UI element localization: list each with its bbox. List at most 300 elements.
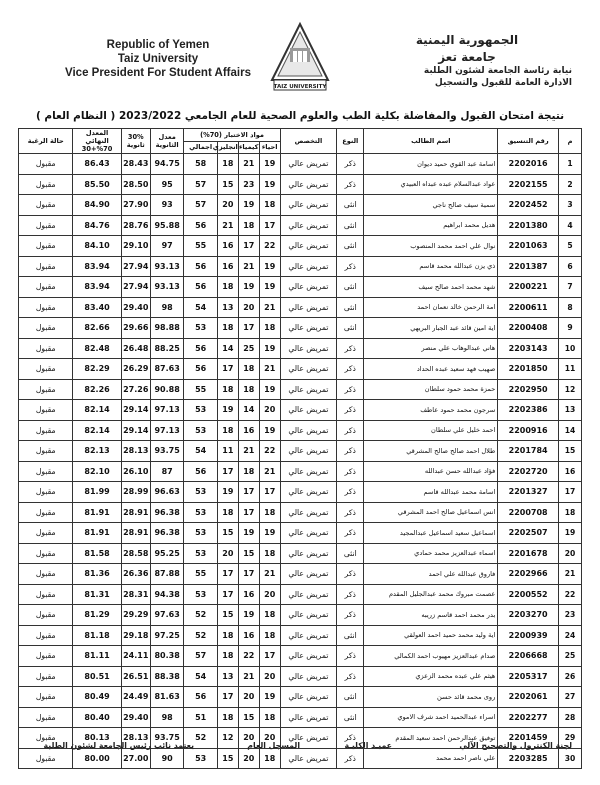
- cell-final: 85.50: [73, 174, 121, 195]
- cell-spec: تمريض عالي: [280, 687, 337, 708]
- cell-name: اسامة محمد عبدالله قاسم: [364, 482, 498, 503]
- cell-hs-avg: 88.38: [150, 666, 183, 687]
- table-row: [19, 482, 582, 503]
- cell-total: 58: [184, 154, 218, 175]
- cell-status: مقبول: [19, 646, 73, 667]
- cell-hs30: 29.14: [121, 420, 150, 441]
- cell-status: مقبول: [19, 625, 73, 646]
- cell-eng: 16: [217, 256, 238, 277]
- cell-hs30: 28.31: [121, 584, 150, 605]
- cell-seat: 2201459: [498, 728, 559, 749]
- cell-name: علي ناصر احمد محمد: [364, 748, 498, 769]
- cell-name: صدام عبدالعزيز مهيوب احمد الكمالي: [364, 646, 498, 667]
- cell-final: 80.49: [73, 687, 121, 708]
- cell-spec: تمريض عالي: [280, 728, 337, 749]
- cell-gender: ذكر: [337, 482, 364, 503]
- cell-hs-avg: 95.25: [150, 543, 183, 564]
- cell-hs-avg: 90.88: [150, 379, 183, 400]
- cell-spec: تمريض عالي: [280, 215, 337, 236]
- cell-chem: 22: [238, 646, 259, 667]
- logo-caption: TAIZ UNIVERSITY: [273, 84, 327, 90]
- cell-hs30: 28.50: [121, 174, 150, 195]
- cell-no: 4: [558, 215, 581, 236]
- cell-gender: ذكر: [337, 646, 364, 667]
- cell-no: 30: [558, 748, 581, 769]
- cell-eng: 19: [217, 400, 238, 421]
- cell-total: 56: [184, 687, 218, 708]
- cell-hs30: 29.10: [121, 236, 150, 257]
- cell-status: مقبول: [19, 523, 73, 544]
- cell-gender: ذكر: [337, 400, 364, 421]
- cell-no: 14: [558, 420, 581, 441]
- cell-bio: 19: [259, 154, 280, 175]
- cell-gender: انثى: [337, 215, 364, 236]
- cell-no: 16: [558, 461, 581, 482]
- cell-seat: 2202966: [498, 564, 559, 585]
- cell-chem: 20: [238, 728, 259, 749]
- cell-total: 52: [184, 605, 218, 626]
- cell-total: 53: [184, 543, 218, 564]
- cell-status: مقبول: [19, 728, 73, 749]
- document-title: نتيجة امتحان القبول والمفاضلة بكلية الطب والعلوم الصحية للعام الجامعي 2023/2022 ( النظام العام ): [35, 110, 565, 122]
- cell-seat: 2201063: [498, 236, 559, 257]
- cell-hs30: 27.94: [121, 256, 150, 277]
- cell-total: 55: [184, 236, 218, 257]
- cell-hs30: 28.43: [121, 154, 150, 175]
- cell-seat: 2201380: [498, 215, 559, 236]
- table-row: [19, 256, 582, 277]
- cell-final: 80.13: [73, 728, 121, 749]
- table-row: [19, 154, 582, 175]
- cell-hs30: 28.13: [121, 728, 150, 749]
- table-row: [19, 666, 582, 687]
- cell-final: 82.26: [73, 379, 121, 400]
- cell-hs30: 28.76: [121, 215, 150, 236]
- cell-status: مقبول: [19, 215, 73, 236]
- signature-dean: عميـد الكليـة: [344, 741, 392, 750]
- cell-bio: 18: [259, 748, 280, 769]
- cell-hs30: 28.58: [121, 543, 150, 564]
- table-row: [19, 236, 582, 257]
- cell-final: 82.48: [73, 338, 121, 359]
- cell-spec: تمريض عالي: [280, 748, 337, 769]
- table-row: [19, 277, 582, 298]
- cell-eng: 18: [217, 625, 238, 646]
- table-row: [19, 748, 582, 769]
- cell-seat: 2202155: [498, 174, 559, 195]
- cell-seat: 2203143: [498, 338, 559, 359]
- cell-bio: 21: [259, 297, 280, 318]
- cell-chem: 19: [238, 605, 259, 626]
- cell-final: 82.14: [73, 420, 121, 441]
- cell-final: 82.66: [73, 318, 121, 339]
- cell-eng: 15: [217, 748, 238, 769]
- cell-eng: 15: [217, 523, 238, 544]
- cell-no: 8: [558, 297, 581, 318]
- cell-no: 22: [558, 584, 581, 605]
- cell-status: مقبول: [19, 502, 73, 523]
- results-table: [18, 128, 582, 769]
- cell-spec: تمريض عالي: [280, 174, 337, 195]
- cell-final: 83.94: [73, 277, 121, 298]
- cell-status: مقبول: [19, 318, 73, 339]
- cell-chem: 14: [238, 400, 259, 421]
- cell-hs30: 29.14: [121, 400, 150, 421]
- cell-bio: 22: [259, 441, 280, 462]
- cell-chem: 16: [238, 584, 259, 605]
- cell-seat: 2200708: [498, 502, 559, 523]
- cell-status: مقبول: [19, 543, 73, 564]
- cell-status: مقبول: [19, 256, 73, 277]
- cell-seat: 2201850: [498, 359, 559, 380]
- cell-bio: 20: [259, 584, 280, 605]
- cell-gender: انثى: [337, 297, 364, 318]
- cell-seat: 2202061: [498, 687, 559, 708]
- cell-chem: 18: [238, 359, 259, 380]
- cell-total: 56: [184, 215, 218, 236]
- cell-seat: 2203285: [498, 748, 559, 769]
- university-name-ar: جامعة تعز: [438, 50, 496, 64]
- cell-eng: 19: [217, 482, 238, 503]
- cell-chem: 20: [238, 297, 259, 318]
- cell-total: 53: [184, 748, 218, 769]
- cell-status: مقبول: [19, 379, 73, 400]
- cell-spec: تمريض عالي: [280, 256, 337, 277]
- cell-hs-avg: 98: [150, 707, 183, 728]
- cell-gender: ذكر: [337, 420, 364, 441]
- cell-gender: ذكر: [337, 728, 364, 749]
- cell-bio: 19: [259, 174, 280, 195]
- cell-hs-avg: 96.63: [150, 482, 183, 503]
- cell-status: مقبول: [19, 420, 73, 441]
- cell-hs-avg: 97.13: [150, 400, 183, 421]
- cell-final: 81.18: [73, 625, 121, 646]
- cell-gender: ذكر: [337, 564, 364, 585]
- cell-total: 56: [184, 277, 218, 298]
- cell-name: اية امين قائد عبد الجبار البريهي: [364, 318, 498, 339]
- cell-eng: 18: [217, 646, 238, 667]
- cell-name: عواد عبدالسلام عبده عبداه العبيدي: [364, 174, 498, 195]
- cell-no: 28: [558, 707, 581, 728]
- cell-hs-avg: 95: [150, 174, 183, 195]
- cell-hs-avg: 94.38: [150, 584, 183, 605]
- cell-bio: 19: [259, 338, 280, 359]
- signature-vice-president: يعتمد نائب رئيس الجامعة لشئون الطلبة: [43, 741, 194, 750]
- cell-chem: 20: [238, 687, 259, 708]
- cell-eng: 16: [217, 236, 238, 257]
- cell-hs-avg: 80.38: [150, 646, 183, 667]
- cell-hs30: 24.11: [121, 646, 150, 667]
- table-row: [19, 420, 582, 441]
- cell-bio: 17: [259, 215, 280, 236]
- cell-no: 7: [558, 277, 581, 298]
- cell-total: 54: [184, 441, 218, 462]
- cell-eng: 14: [217, 338, 238, 359]
- cell-eng: 20: [217, 543, 238, 564]
- cell-final: 82.10: [73, 461, 121, 482]
- cell-eng: 13: [217, 297, 238, 318]
- table-row: [19, 707, 582, 728]
- cell-final: 81.91: [73, 502, 121, 523]
- cell-chem: 17: [238, 502, 259, 523]
- cell-name: احمد خليل علي سلطان: [364, 420, 498, 441]
- cell-name: اسامة عبد القوي حميد ديوان: [364, 154, 498, 175]
- cell-no: 13: [558, 400, 581, 421]
- cell-total: 57: [184, 646, 218, 667]
- cell-status: مقبول: [19, 748, 73, 769]
- cell-gender: انثى: [337, 277, 364, 298]
- cell-bio: 21: [259, 359, 280, 380]
- cell-name: اسماعيل سعيد اسماعيل عبدالمجيد: [364, 523, 498, 544]
- cell-gender: ذكر: [337, 666, 364, 687]
- table-row: [19, 318, 582, 339]
- cell-seat: 2200916: [498, 420, 559, 441]
- cell-seat: 2202386: [498, 400, 559, 421]
- cell-gender: انثى: [337, 195, 364, 216]
- cell-spec: تمريض عالي: [280, 400, 337, 421]
- cell-hs30: 29.66: [121, 318, 150, 339]
- table-row: [19, 523, 582, 544]
- cell-seat: 2206668: [498, 646, 559, 667]
- cell-name: طلال احمد صالح صالح المشرقي: [364, 441, 498, 462]
- cell-name: نوال علي احمد محمد المنصوب: [364, 236, 498, 257]
- cell-final: 82.13: [73, 441, 121, 462]
- cell-total: 53: [184, 523, 218, 544]
- table-row: [19, 543, 582, 564]
- table-row: [19, 625, 582, 646]
- cell-spec: تمريض عالي: [280, 584, 337, 605]
- arabic-letterhead: [362, 32, 572, 89]
- cell-gender: ذكر: [337, 523, 364, 544]
- cell-spec: تمريض عالي: [280, 646, 337, 667]
- cell-hs30: 29.29: [121, 605, 150, 626]
- cell-gender: ذكر: [337, 174, 364, 195]
- cell-final: 83.94: [73, 256, 121, 277]
- cell-status: مقبول: [19, 707, 73, 728]
- table-row: [19, 215, 582, 236]
- cell-hs-avg: 95.88: [150, 215, 183, 236]
- signature-registrar: المسجل العام: [247, 741, 300, 750]
- cell-chem: 19: [238, 277, 259, 298]
- cell-bio: 20: [259, 728, 280, 749]
- table-row: [19, 400, 582, 421]
- cell-gender: ذكر: [337, 441, 364, 462]
- cell-bio: 18: [259, 318, 280, 339]
- cell-seat: 2200408: [498, 318, 559, 339]
- cell-seat: 2200611: [498, 297, 559, 318]
- cell-name: حمزة محمد حمود سلطان: [364, 379, 498, 400]
- cell-hs30: 27.26: [121, 379, 150, 400]
- cell-hs-avg: 98: [150, 297, 183, 318]
- cell-no: 19: [558, 523, 581, 544]
- cell-name: اية وليد محمد حميد احمد العولقي: [364, 625, 498, 646]
- cell-hs30: 26.36: [121, 564, 150, 585]
- cell-status: مقبول: [19, 277, 73, 298]
- cell-final: 84.90: [73, 195, 121, 216]
- cell-eng: 18: [217, 154, 238, 175]
- cell-name: ذي يزن عبدالله محمد قاسم: [364, 256, 498, 277]
- col-header-bio: احياء: [259, 141, 280, 154]
- english-letterhead: [48, 38, 268, 80]
- cell-total: 53: [184, 400, 218, 421]
- cell-chem: 16: [238, 420, 259, 441]
- cell-hs-avg: 93.13: [150, 277, 183, 298]
- cell-final: 84.10: [73, 236, 121, 257]
- cell-spec: تمريض عالي: [280, 359, 337, 380]
- cell-hs-avg: 87: [150, 461, 183, 482]
- cell-name: عصمت مبروك محمد عبدالجليل المقدم: [364, 584, 498, 605]
- cell-final: 81.29: [73, 605, 121, 626]
- cell-name: توفيق عبدالرحمن احمد سعيد المقدم: [364, 728, 498, 749]
- cell-total: 52: [184, 625, 218, 646]
- col-header-exam-group: مواد الاختبار (70%): [184, 129, 280, 142]
- cell-eng: 17: [217, 584, 238, 605]
- cell-total: 56: [184, 461, 218, 482]
- cell-no: 17: [558, 482, 581, 503]
- cell-hs30: 29.18: [121, 625, 150, 646]
- cell-bio: 18: [259, 502, 280, 523]
- cell-status: مقبول: [19, 666, 73, 687]
- cell-chem: 15: [238, 543, 259, 564]
- cell-gender: ذكر: [337, 748, 364, 769]
- cell-final: 82.29: [73, 359, 121, 380]
- cell-gender: ذكر: [337, 359, 364, 380]
- table-row: [19, 379, 582, 400]
- cell-hs-avg: 81.63: [150, 687, 183, 708]
- cell-total: 54: [184, 666, 218, 687]
- department-name-ar: الادارة العامة للقبول والتسجيل: [434, 78, 572, 88]
- cell-name: فؤاد عبدالله حسن عبدالله: [364, 461, 498, 482]
- cell-no: 24: [558, 625, 581, 646]
- cell-spec: تمريض عالي: [280, 564, 337, 585]
- cell-seat: 2201327: [498, 482, 559, 503]
- cell-eng: 17: [217, 564, 238, 585]
- table-row: [19, 687, 582, 708]
- cell-no: 27: [558, 687, 581, 708]
- cell-hs-avg: 93.75: [150, 728, 183, 749]
- cell-name: هديل محمد ابراهيم: [364, 215, 498, 236]
- cell-total: 54: [184, 297, 218, 318]
- cell-total: 56: [184, 359, 218, 380]
- country-name-en: Republic of Yemen: [106, 39, 210, 51]
- cell-name: سرجون محمد حمود عاطف: [364, 400, 498, 421]
- office-name-ar: نيابة رئاسة الجامعة لشئون الطلبة: [423, 66, 572, 76]
- cell-status: مقبول: [19, 154, 73, 175]
- cell-bio: 18: [259, 605, 280, 626]
- cell-no: 1: [558, 154, 581, 175]
- cell-status: مقبول: [19, 441, 73, 462]
- cell-hs-avg: 96.38: [150, 523, 183, 544]
- cell-bio: 22: [259, 236, 280, 257]
- cell-final: 80.51: [73, 666, 121, 687]
- col-header-spec: التخصص: [280, 129, 337, 154]
- cell-no: 5: [558, 236, 581, 257]
- cell-final: 83.40: [73, 297, 121, 318]
- table-row: [19, 461, 582, 482]
- cell-name: امة الرحمن خالد نعمان احمد: [364, 297, 498, 318]
- cell-eng: 18: [217, 502, 238, 523]
- cell-seat: 2202016: [498, 154, 559, 175]
- cell-final: 81.11: [73, 646, 121, 667]
- cell-chem: 17: [238, 236, 259, 257]
- cell-chem: 15: [238, 707, 259, 728]
- cell-gender: انثى: [337, 707, 364, 728]
- cell-eng: 18: [217, 379, 238, 400]
- cell-seat: 2202507: [498, 523, 559, 544]
- cell-no: 23: [558, 605, 581, 626]
- cell-no: 29: [558, 728, 581, 749]
- cell-spec: تمريض عالي: [280, 523, 337, 544]
- cell-hs-avg: 87.88: [150, 564, 183, 585]
- cell-seat: 2202452: [498, 195, 559, 216]
- cell-spec: تمريض عالي: [280, 338, 337, 359]
- cell-eng: 20: [217, 195, 238, 216]
- cell-eng: 15: [217, 174, 238, 195]
- cell-bio: 17: [259, 482, 280, 503]
- cell-seat: 2201387: [498, 256, 559, 277]
- cell-name: شهد محمد احمد صالح سيف: [364, 277, 498, 298]
- cell-total: 53: [184, 420, 218, 441]
- cell-eng: 18: [217, 420, 238, 441]
- cell-status: مقبول: [19, 359, 73, 380]
- cell-chem: 17: [238, 318, 259, 339]
- signature-control-committee: لجنة الكنترول والتصحيح الآلي: [459, 741, 572, 750]
- cell-hs30: 28.99: [121, 482, 150, 503]
- cell-no: 20: [558, 543, 581, 564]
- col-header-no: م: [558, 129, 581, 154]
- cell-hs30: 26.29: [121, 359, 150, 380]
- cell-bio: 19: [259, 420, 280, 441]
- cell-bio: 18: [259, 707, 280, 728]
- university-logo-icon: [264, 18, 336, 98]
- cell-spec: تمريض عالي: [280, 605, 337, 626]
- col-header-hs30: 30% ثانوية: [121, 129, 150, 154]
- cell-hs-avg: 93.75: [150, 441, 183, 462]
- cell-total: 56: [184, 256, 218, 277]
- cell-bio: 19: [259, 256, 280, 277]
- cell-final: 82.14: [73, 400, 121, 421]
- cell-no: 18: [558, 502, 581, 523]
- cell-gender: ذكر: [337, 605, 364, 626]
- cell-hs30: 26.51: [121, 666, 150, 687]
- cell-hs-avg: 97: [150, 236, 183, 257]
- cell-no: 6: [558, 256, 581, 277]
- cell-hs30: 29.40: [121, 297, 150, 318]
- table-row: [19, 646, 582, 667]
- cell-chem: 18: [238, 215, 259, 236]
- cell-no: 2: [558, 174, 581, 195]
- cell-hs-avg: 88.25: [150, 338, 183, 359]
- table-row: [19, 584, 582, 605]
- cell-bio: 18: [259, 195, 280, 216]
- cell-final: 81.36: [73, 564, 121, 585]
- cell-final: 80.00: [73, 748, 121, 769]
- cell-seat: 2200552: [498, 584, 559, 605]
- col-header-total: اجمالي: [184, 141, 218, 154]
- cell-seat: 2200939: [498, 625, 559, 646]
- cell-gender: ذكر: [337, 154, 364, 175]
- cell-status: مقبول: [19, 195, 73, 216]
- cell-hs-avg: 96.38: [150, 502, 183, 523]
- cell-hs30: 26.48: [121, 338, 150, 359]
- cell-hs30: 26.10: [121, 461, 150, 482]
- col-header-seat: رقم التنسيق: [498, 129, 559, 154]
- cell-status: مقبول: [19, 564, 73, 585]
- cell-seat: 2200221: [498, 277, 559, 298]
- cell-chem: 21: [238, 441, 259, 462]
- cell-gender: انثى: [337, 543, 364, 564]
- cell-status: مقبول: [19, 236, 73, 257]
